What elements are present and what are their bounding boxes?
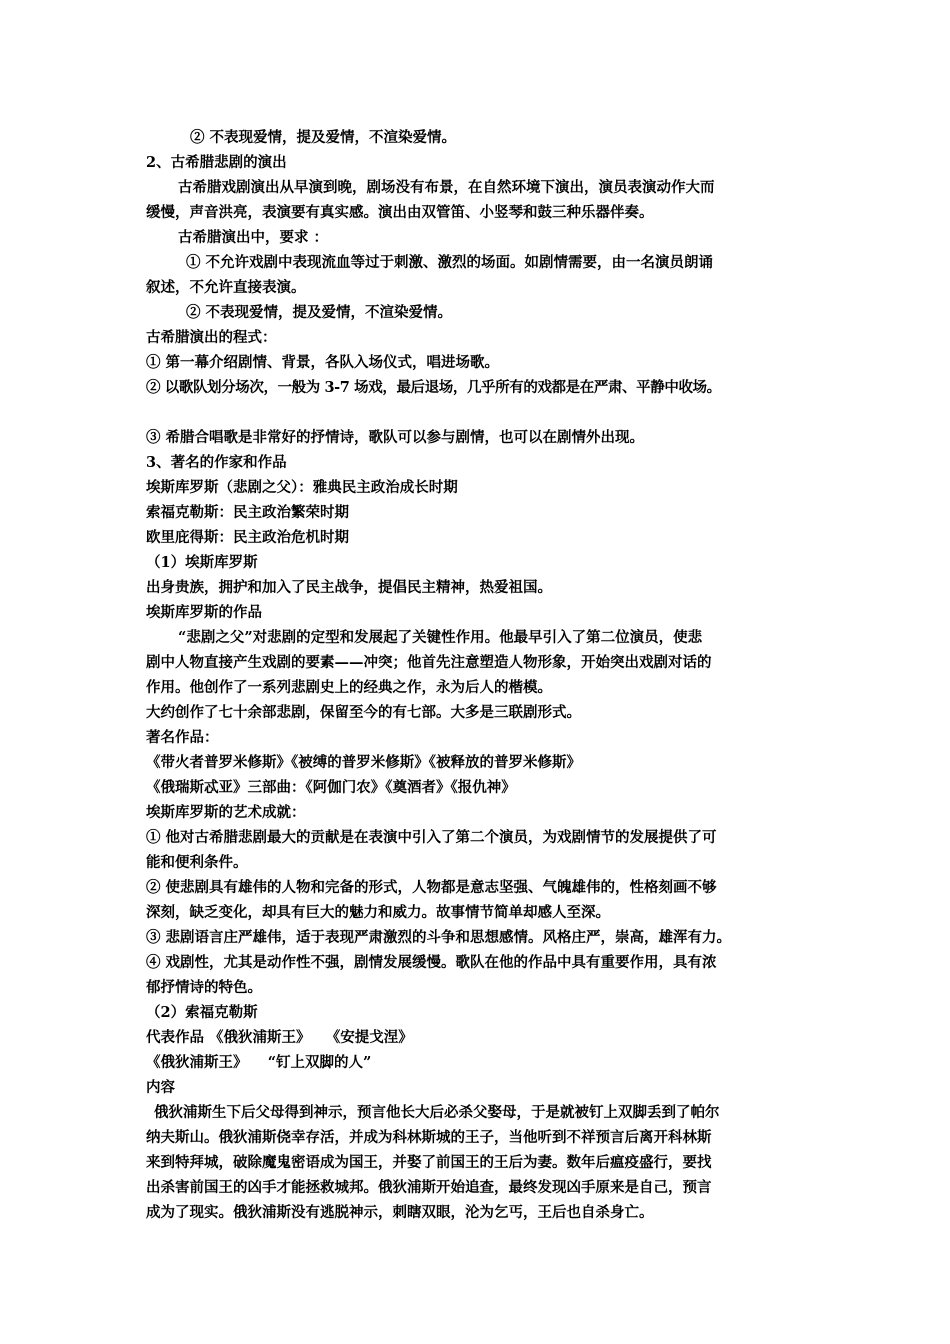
text-line: 出身贵族，拥护和加入了民主战争，提倡民主精神，热爱祖国。: [146, 579, 552, 596]
section-heading: 2、古希腊悲剧的演出: [146, 154, 287, 171]
section-heading: 3、著名的作家和作品: [146, 454, 287, 471]
text-line: 成为了现实。俄狄浦斯没有逃脱神示，刺瞎双眼，沦为乞丐，王后也自杀身亡。: [146, 1204, 654, 1221]
text-line: ② 不表现爱情，提及爱情，不渲染爱情。: [186, 304, 453, 321]
text-line: 《俄瑞斯忒亚》三部曲：《阿伽门农》《奠酒者》《报仇神》: [146, 779, 516, 796]
text-line: ④ 戏剧性，尤其是动作性不强，剧情发展缓慢。歌队在他的作品中具有重要作用，具有浓: [146, 954, 717, 971]
text-line: ② 使悲剧具有雄伟的人物和完备的形式，人物都是意志坚强、气魄雄伟的，性格刻画不够: [146, 879, 717, 896]
text-line: 埃斯库罗斯（悲剧之父）：雅典民主政治成长时期: [146, 479, 458, 496]
text-line: ② 以歌队划分场次，一般为 3-7 场戏，最后退场，几乎所有的戏都是在严肃、平静中收场。: [146, 379, 721, 396]
text-line: 欧里庇得斯：民主政治危机时期: [146, 529, 349, 546]
text-line: 古希腊演出的程式：: [146, 329, 277, 346]
text-line: 俄狄浦斯生下后父母得到神示，预言他长大后必杀父娶母，于是就被钉上双脚丢到了帕尔: [154, 1104, 720, 1121]
text-line: ① 他对古希腊悲剧最大的贡献是在表演中引入了第二个演员，为戏剧情节的发展提供了可: [146, 829, 717, 846]
text-line: 《带火者普罗米修斯》《被缚的普罗米修斯》《被释放的普罗米修斯》: [146, 754, 581, 771]
text-line: 著名作品：: [146, 729, 219, 746]
text-line: 缓慢，声音洪亮，表演要有真实感。演出由双管笛、小竖琴和鼓三种乐器伴奏。: [146, 204, 654, 221]
text-line: 古希腊戏剧演出从早演到晚，剧场没有布景，在自然环境下演出，演员表演动作大而: [178, 179, 715, 196]
text-line: ② 不表现爱情，提及爱情，不渲染爱情。: [190, 129, 457, 146]
text-line: ③ 悲剧语言庄严雄伟，适于表现严肃激烈的斗争和思想感情。风格庄严，崇高，雄浑有力。: [146, 929, 732, 946]
text-line: ① 第一幕介绍剧情、背景，各队入场仪式，唱进场歌。: [146, 354, 500, 371]
text-line: 深刻，缺乏变化，却具有巨大的魅力和威力。故事情节简单却感人至深。: [146, 904, 610, 921]
subsection-heading: （1）埃斯库罗斯: [146, 554, 258, 571]
text-line: “悲剧之父”对悲剧的定型和发展起了关键性作用。他最早引入了第二位演员，使悲: [178, 629, 703, 646]
text-line: 内容: [146, 1079, 175, 1096]
text-line: 叙述，不允许直接表演。: [146, 279, 306, 296]
text-line: 纳夫斯山。俄狄浦斯侥幸存活，并成为科林斯城的王子，当他听到不祥预言后离开科林斯: [146, 1129, 712, 1146]
text-line: 古希腊演出中，要求 ：: [178, 229, 329, 246]
text-line: ③ 希腊合唱歌是非常好的抒情诗，歌队可以参与剧情，也可以在剧情外出现。: [146, 429, 645, 446]
text-line: ① 不允许戏剧中表现流血等过于刺激、激烈的场面。如剧情需要，由一名演员朗诵: [186, 254, 714, 271]
text-line: 代表作品 《俄狄浦斯王》 《安提戈涅》: [146, 1029, 413, 1046]
text-line: 来到特拜城，破除魔鬼密语成为国王，并娶了前国王的王后为妻。数年后瘟疫盛行，要找: [146, 1154, 712, 1171]
text-line: 埃斯库罗斯的艺术成就：: [146, 804, 306, 821]
text-line: 大约创作了七十余部悲剧，保留至今的有七部。大多是三联剧形式。: [146, 704, 581, 721]
text-line: 索福克勒斯：民主政治繁荣时期: [146, 504, 349, 521]
subsection-heading: （2）索福克勒斯: [146, 1004, 258, 1021]
text-line: 《俄狄浦斯王》 “钉上双脚的人”: [146, 1054, 372, 1071]
text-line: 能和便利条件。: [146, 854, 248, 871]
text-line: 剧中人物直接产生戏剧的要素——冲突；他首先注意塑造人物形象，开始突出戏剧对话的: [146, 654, 712, 671]
text-line: 郁抒情诗的特色。: [146, 979, 262, 996]
text-line: 作用。他创作了一系列悲剧史上的经典之作，永为后人的楷模。: [146, 679, 552, 696]
text-line: 埃斯库罗斯的作品: [146, 604, 262, 621]
text-line: 出杀害前国王的凶手才能拯救城邦。俄狄浦斯开始追查，最终发现凶手原来是自己，预言: [146, 1179, 712, 1196]
